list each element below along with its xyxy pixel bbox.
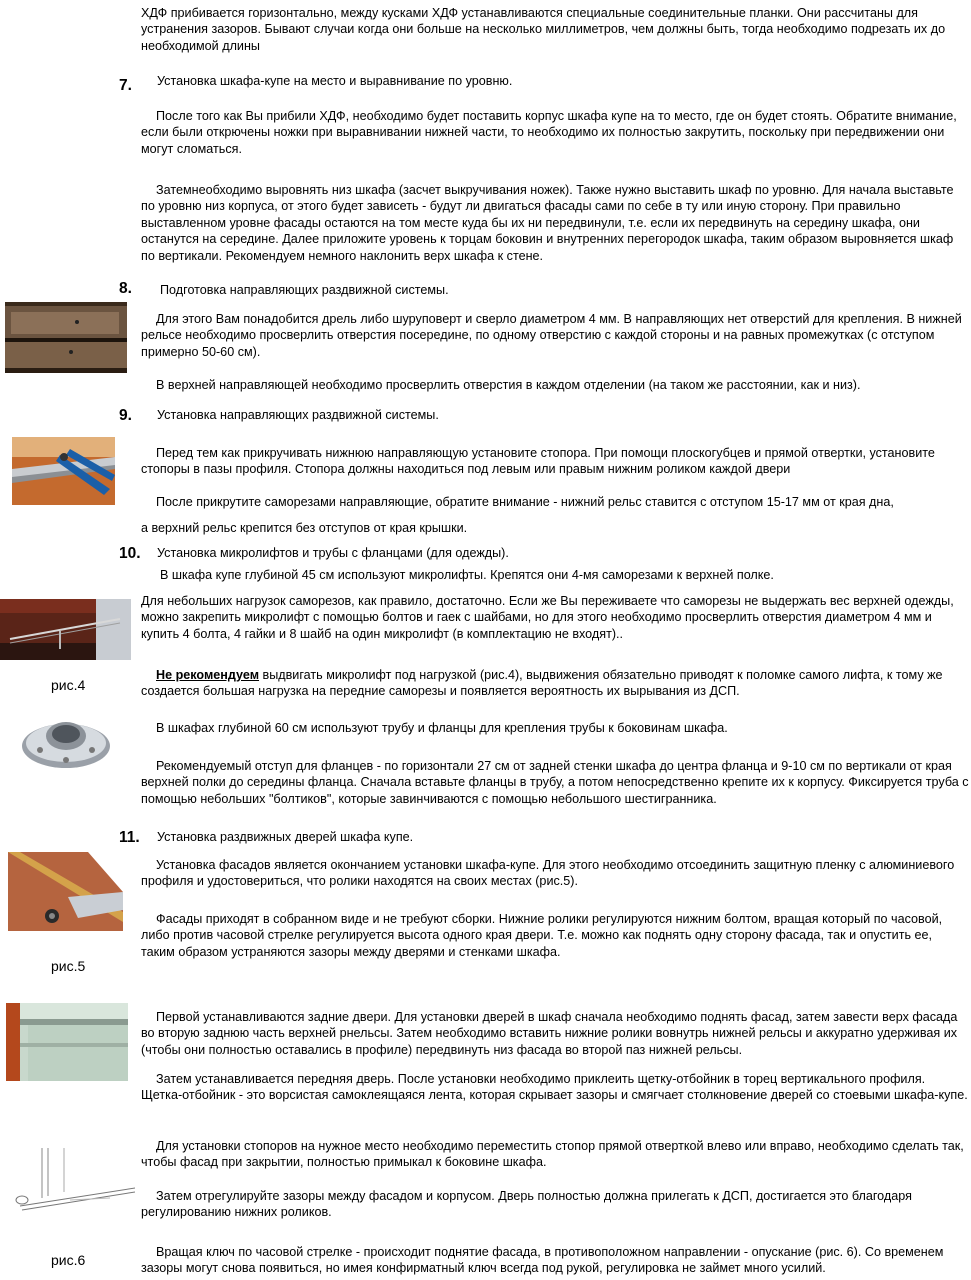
figure-4-caption: рис.4 xyxy=(51,677,86,693)
section-7-paragraph-2: Затемнеобходимо выровнять низ шкафа (засчет выкручивания ножек). Также нужно выставить шкаф по уровню. Для начала выставьте по уровню низ корпуса, от этого будет зависеть - будут ли двигаться фасады сами по себе в ту или иную сторону. При правильно выставленном уровне фасады остаются на том месте куда бы их ни передвинули, т.е. если их передвинуть на середину шкафа, они останутся на середине. Далее приложите уровень к торцам боковин и внутренних перегородок шкафа, таким образом выровняется шкаф по вертикали. Рекомендуем немного наклонить верх шкафа к стене. xyxy=(141,183,954,263)
section-10-paragraph-4: В шкафах глубиной 60 см используют трубу и фланцы для крепления трубы к боковинам шкафа. xyxy=(156,721,728,735)
section-10-paragraph-1: В шкафа купе глубиной 45 см используют микролифты. Крепятся они 4-мя саморезами к верхней полке. xyxy=(160,568,774,582)
drawing-roller-diagram xyxy=(10,1148,135,1218)
section-11-paragraph-5: Для установки стопоров на нужное место необходимо переместить стопор прямой отверткой влево или вправо, необходимо сделать так, чтобы фасад при закрытии, полностью примыкал к боковине шкафа. xyxy=(141,1139,964,1170)
section-9-paragraph-1: Перед тем как прикручивать нижнюю направляющую установите стопора. При помощи плоскогубцев и прямой отвертки, установите стопоры в пазы профиля. Стопора должны находиться под левым или правым нижним роликом каждой двери xyxy=(141,446,935,477)
photo-pliers-rail xyxy=(12,437,115,505)
section-9-paragraph-3: а верхний рельс крепится без отступов от края крышки. xyxy=(141,521,468,535)
section-11-number: 11. xyxy=(119,829,140,846)
section-9-paragraph-2: После прикрутите саморезами направляющие, обратите внимание - нижний рельс ставится с отступом 15-17 мм от края дна, xyxy=(156,495,894,509)
section-11-paragraph-4: Затем устанавливается передняя дверь. После установки необходимо приклеить щетку-отбойник в торец вертикального профиля. Щетка-отбойник - это ворсистая самоклеящаяся лента, которая скрывает зазоры и смягчает столкновение дверей со стоевыми шкафа-купе. xyxy=(141,1072,968,1103)
photo-pipe-flange xyxy=(18,710,114,772)
photo-drawer-rail xyxy=(5,302,127,373)
section-10-paragraph-3 xyxy=(141,667,969,700)
section-9-title: Установка направляющих раздвижной системы. xyxy=(157,408,439,422)
photo-door-frame xyxy=(6,1003,128,1081)
section-10-number: 10. xyxy=(119,545,141,562)
section-11-paragraph-7: Вращая ключ по часовой стрелке - происходит поднятие фасада, в противоположном направлении - опускание (рис. 6). Со временем зазоры могут снова появиться, но имея конфирматный ключ всегда под рукой, регулировка не займет много усилий. xyxy=(141,1245,944,1276)
figure-6-caption: рис.6 xyxy=(51,1252,86,1268)
section-8-title: Подготовка направляющих раздвижной системы. xyxy=(160,283,449,297)
section-8-paragraph-2: В верхней направляющей необходимо просверлить отверстия в каждом отделении (на таком же расстоянии, как и низ). xyxy=(156,378,861,392)
section-11-title: Установка раздвижных дверей шкафа купе. xyxy=(157,830,414,844)
section-7-paragraph-1: После того как Вы прибили ХДФ, необходимо будет поставить корпус шкафа купе на то место, где он будет стоять. Обратите внимание, если были открючены ножки при выравнивании нижней части, то необходимо их полностью закрутить, поскольку при передвижении они могут сломаться. xyxy=(141,109,957,156)
section-9-number: 9. xyxy=(119,407,132,424)
section-10-paragraph-2: Для небольших нагрузок саморезов, как правило, достаточно. Если же Вы переживаете что саморезы не выдержать вес верхней одежды, можно закрепить микролифт с помощью болтов и гаек с шайбами, но для этого необходимо просверлить отверстия диаметром 4 мм и купить 4 болта, 4 гайки и 8 шайб на один микролифт (в комплектацию не входят).. xyxy=(141,594,954,641)
photo-door-roller xyxy=(8,852,123,931)
section-11-paragraph-2: Фасады приходят в собранном виде и не требуют сборки. Нижние ролики регулируются нижним болтом, вращая который по часовой, либо против часовой стрелке регулируется высота одного края двери. Т.е. можно как поднять одну сторону фасада, так и опустить ее, таким образом устраняются зазоры между дверями и стенками шкафа. xyxy=(141,912,943,959)
section-8-paragraph-1: Для этого Вам понадобится дрель либо шуруповерт и сверло диаметром 4 мм. В направляющих нет отверстий для крепления. В нижней рельсе необходимо просверлить отверстия посередине, по одному отверстию с каждой стороны и на равных промежутках (с отступом примерно 50-60 см). xyxy=(141,312,962,359)
section-11-paragraph-6: Затем отрегулируйте зазоры между фасадом и корпусом. Дверь полностью должна прилегать к ДСП, достигается это благодаря регулированию нижних роликов. xyxy=(141,1189,912,1220)
section-7-title: Установка шкафа-купе на место и выравнивание по уровню. xyxy=(157,74,513,88)
section-10-title: Установка микролифтов и трубы с фланцами (для одежды). xyxy=(157,546,509,560)
section-8-number: 8. xyxy=(119,280,132,297)
section-10-paragraph-3-text: выдвигать микролифт под нагрузкой (рис.4), выдвижения обязательно приводят к поломке самого лифта, к тому же создается большая нагрузка на передние саморезы и появляется вероятность их вырывания из ДСП. xyxy=(141,668,943,699)
photo-microlift xyxy=(0,599,131,660)
section-11-paragraph-3: Первой устанавливаются задние двери. Для установки дверей в шкаф сначала необходимо поднять фасад, затем завести верх фасада во вторую заднюю часть верхней рнельсы. Затем необходимо вставить нижние ролики вовнутрь нижней рельсы и аккуратно удерживая их (чтобы они полностью оставались в профиле) передвинуть низ фасада во второй паз нижней рельсы. xyxy=(141,1010,958,1057)
section-11-paragraph-1: Установка фасадов является окончанием установки шкафа-купе. Для этого необходимо отсоединить защитную пленку с алюминиевого профиля и удостовериться, что ролики находятся на своих местах (рис.5). xyxy=(141,858,955,889)
section-7-number: 7. xyxy=(119,77,132,94)
section-10-paragraph-5: Рекомендуемый отступ для фланцев - по горизонтали 27 см от задней стенки шкафа до центра фланца и 9-10 см по вертикали от края верхней полки до середины фланца. Сначала вставьте фланцы в трубу, а потом непосредственно крепите их к корпусу. Фиксируется труба с помощью небольших "болтиков", которые завинчиваются с помощью небольшого шестигранника. xyxy=(141,759,969,806)
figure-5-caption: рис.5 xyxy=(51,958,86,974)
warning-emphasis: Не рекомендуем xyxy=(156,668,260,682)
intro-paragraph: ХДФ прибивается горизонтально, между кусками ХДФ устанавливаются специальные соединительные планки. Они рассчитаны для устранения зазоров. Бывают случаи когда они больше на несколько миллиметров, чем должны быть, тогда необходимо подрезать их до необходимой длины xyxy=(141,6,946,53)
